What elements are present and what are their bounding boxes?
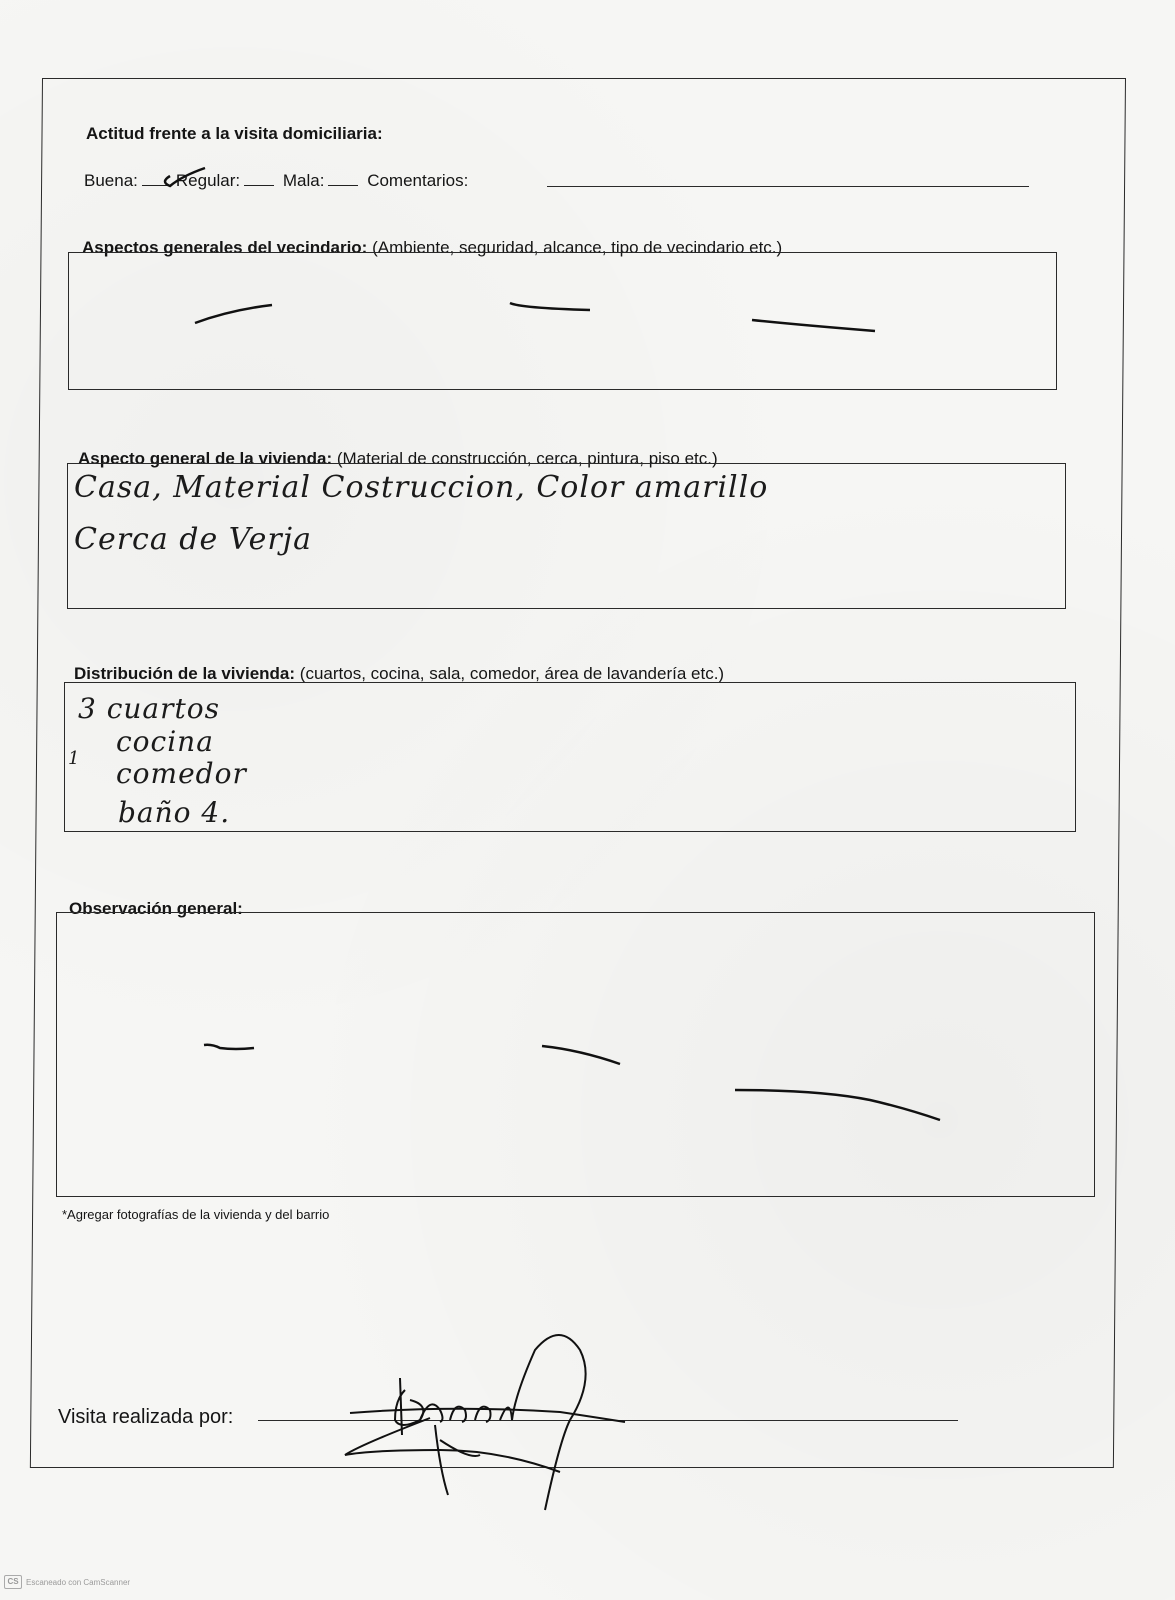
distribution-heading: [74, 664, 724, 684]
housing-aspect-title: Aspecto general de la vivienda:: [78, 449, 333, 468]
comments-field[interactable]: [547, 186, 1029, 187]
distribution-margin-mark: 1: [68, 748, 81, 769]
option-regular-blank[interactable]: [244, 171, 274, 186]
camscanner-logo-icon: CS: [4, 1575, 22, 1589]
photos-footnote: *Agregar fotografías de la vivienda y del barrio: [62, 1207, 330, 1222]
neighborhood-box[interactable]: [68, 252, 1057, 390]
option-mala-label: Mala:: [282, 171, 325, 190]
observation-box[interactable]: [56, 912, 1095, 1197]
option-buena-label: Buena:: [84, 171, 138, 190]
attitude-title: Actitud frente a la visita domiciliaria:: [86, 124, 383, 143]
distribution-line-1: 3 cuartos: [78, 692, 220, 725]
signature-label: Visita realizada por:: [58, 1406, 234, 1428]
attitude-options-row: [84, 171, 468, 191]
housing-aspect-line-1: Casa, Material Costruccion, Color amarillo: [74, 470, 769, 505]
neighborhood-title: Aspectos generales del vecindario:: [82, 238, 368, 257]
comments-label: Comentarios:: [367, 171, 469, 190]
camscanner-watermark: [4, 1575, 130, 1589]
watermark-text: Escaneado con CamScanner: [26, 1577, 131, 1587]
housing-aspect-line-2: Cerca de Verja: [74, 522, 312, 557]
option-mala-blank[interactable]: [328, 171, 358, 186]
distribution-title: Distribución de la vivienda:: [74, 664, 296, 683]
distribution-hint: (cuartos, cocina, sala, comedor, área de lavandería etc.): [299, 664, 725, 683]
neighborhood-hint: (Ambiente, seguridad, alcance, tipo de vecindario etc.): [372, 238, 783, 257]
distribution-line-2: cocina: [116, 725, 214, 758]
signature-line[interactable]: [258, 1420, 958, 1421]
option-regular-label: Regular:: [175, 171, 241, 190]
option-buena-blank[interactable]: [142, 171, 172, 186]
observation-title: Observación general:: [69, 899, 243, 918]
housing-aspect-hint: (Material de construcción, cerca, pintura, piso etc.): [336, 449, 718, 468]
distribution-line-4: baño 4.: [118, 796, 231, 829]
distribution-line-3: comedor: [116, 757, 247, 790]
